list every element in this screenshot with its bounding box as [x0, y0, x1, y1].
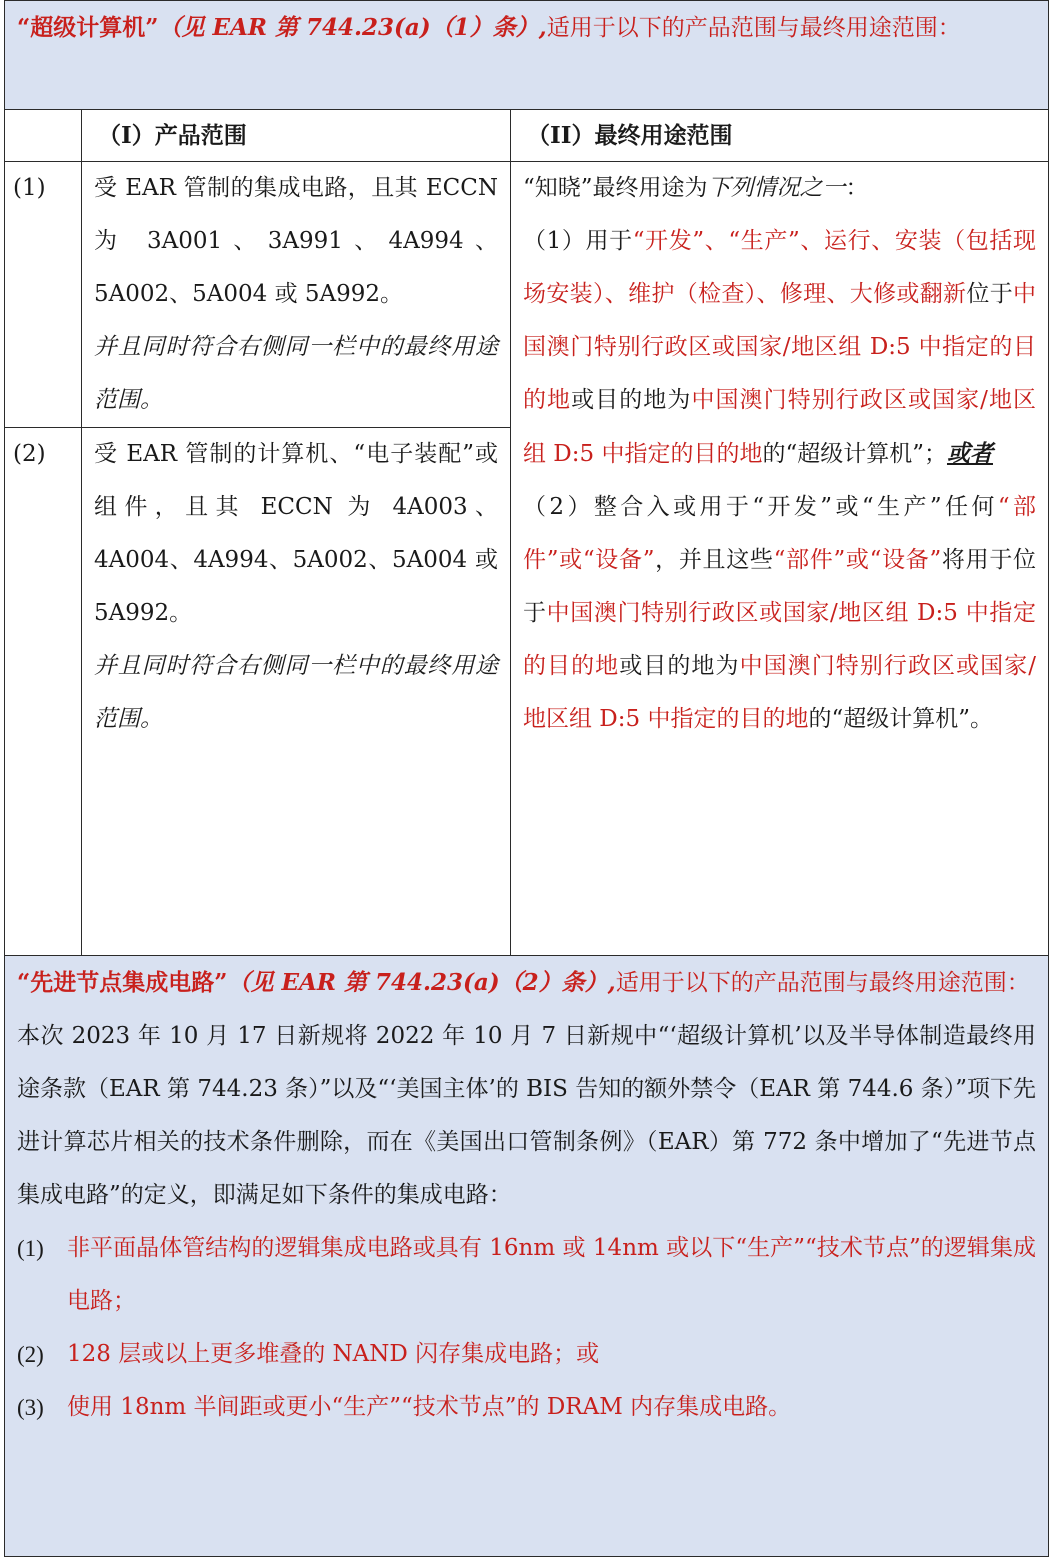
clause1-mid-3: 的“超级计算机”； [762, 441, 947, 467]
clause1-or: 或者 [946, 440, 993, 467]
end-use-intro-c: ： [845, 175, 869, 201]
column-header-row [5, 110, 1049, 162]
product-scope-cell [82, 428, 511, 956]
column-header-empty [5, 110, 82, 162]
column-header-product-scope: （I）产品范围 [82, 110, 511, 162]
row-number: (2) [5, 428, 82, 956]
section1-header-row [5, 1, 1049, 110]
product-scope-text: 受 EAR 管制的计算机、“电子装配”或组件，且其 ECCN 为 4A003、4A004、4A994、5A002、5A004 或 5A992。 [94, 441, 498, 626]
end-use-clause-2 [523, 481, 1036, 746]
list-item-number: (3) [17, 1395, 44, 1420]
clause2-mid-3: 或目的地为 [619, 653, 740, 679]
section1-title-quote: “超级计算机” [17, 14, 159, 41]
section1-title-ref: （见 EAR 第 744.23(a)（1）条）, [158, 14, 547, 41]
end-use-intro-b: 下列情况之一 [707, 175, 846, 201]
clause2-red-3: 中国澳门特别行政区或国家/地区组 D:5 中指定的目的地 [523, 600, 1037, 679]
product-scope-note: 并且同时符合右侧同一栏中的最终用途范围。 [94, 653, 498, 732]
end-use-clause-1 [523, 215, 1036, 481]
clause2-red-4: 中国澳门特别行政区或国家/地区组 D:5 中指定的目的地 [523, 653, 1037, 732]
table-row-1 [5, 162, 1049, 428]
list-item-text: 128 层或以上更多堆叠的 NAND 闪存集成电路；或 [67, 1341, 600, 1367]
list-item [17, 1381, 1036, 1434]
section1-header [5, 1, 1049, 110]
product-scope-text: 受 EAR 管制的集成电路，且其 ECCN 为 3A001、3A991、4A994、5A002、5A004 或 5A992。 [94, 175, 498, 307]
end-use-intro-a: “知晓”最终用途为 [523, 175, 708, 201]
section2-title-quote: “先进节点集成电路” [17, 969, 228, 996]
clause1-mid-2: 或目的地为 [571, 387, 692, 413]
end-use-intro [523, 162, 1036, 215]
clause1-prefix: （1）用于 [523, 228, 633, 254]
clause1-red-3: 中国澳门特别行政区或国家/地区组 D:5 中指定的目的地 [523, 387, 1037, 467]
section2-title-rest: 适用于以下的产品范围与最终用途范围： [615, 970, 1030, 996]
clause1-mid-1: 位于 [966, 281, 1014, 307]
clause2-prefix: （2）整合入或用于“开发”或“生产”任何 [523, 494, 998, 520]
list-item-text: 使用 18nm 半间距或更小“生产”“技术节点”的 DRAM 内存集成电路。 [67, 1394, 792, 1420]
list-item-text: 非平面晶体管结构的逻辑集成电路或具有 16nm 或 14nm 或以下“生产”“技术节点”的逻辑集成电路； [67, 1235, 1037, 1314]
product-scope-note: 并且同时符合右侧同一栏中的最终用途范围。 [94, 334, 498, 413]
section2-block [5, 956, 1049, 1557]
clause1-red-2: 中国澳门特别行政区或国家/地区组 D:5 中指定的目的地 [523, 281, 1037, 413]
row-number: (1) [5, 162, 82, 428]
regulation-table [4, 0, 1049, 1557]
clause2-mid-2: 将用于位于 [523, 547, 1037, 626]
clause2-red-2: “部件”或“设备” [773, 547, 942, 573]
section2-title [17, 956, 1036, 1010]
list-item-number: (2) [17, 1342, 44, 1367]
clause2-end: 的“超级计算机”。 [808, 706, 993, 732]
regulation-document [4, 0, 1048, 1557]
list-item-number: (1) [17, 1236, 44, 1261]
product-scope-cell [82, 162, 511, 428]
clause2-red-1: “部件”或“设备” [523, 494, 1037, 573]
section1-title-rest: 适用于以下的产品范围与最终用途范围： [546, 15, 961, 41]
list-item [17, 1328, 1036, 1381]
end-use-scope-cell [511, 162, 1049, 956]
clause2-mid-1: ，并且这些 [654, 547, 774, 573]
section2-paragraph: 本次 2023 年 10 月 17 日新规将 2022 年 10 月 7 日新规中“‘超级计算机’以及半导体制造最终用途条款（EAR 第 744.23 条）”以及“‘美国主体’的 BIS 告知的额外禁令（EAR 第 744.6 条）”项下先进计算芯片相关的技术条件删除，而在《美国出口管制条例》（EAR）第 772 条中增加了“先进节点集成电路”的定义，即满足如下条件的集成电路： [17, 1023, 1037, 1208]
section2-title-ref: （见 EAR 第 744.23(a)（2）条）, [227, 969, 616, 996]
clause1-red-1: “开发”、“生产”、运行、安装（包括现场安装）、维护（检查）、修理、大修或翻新 [523, 228, 1036, 307]
list-item [17, 1222, 1036, 1328]
section2-row [5, 956, 1049, 1557]
column-header-end-use-scope: （II）最终用途范围 [511, 110, 1049, 162]
